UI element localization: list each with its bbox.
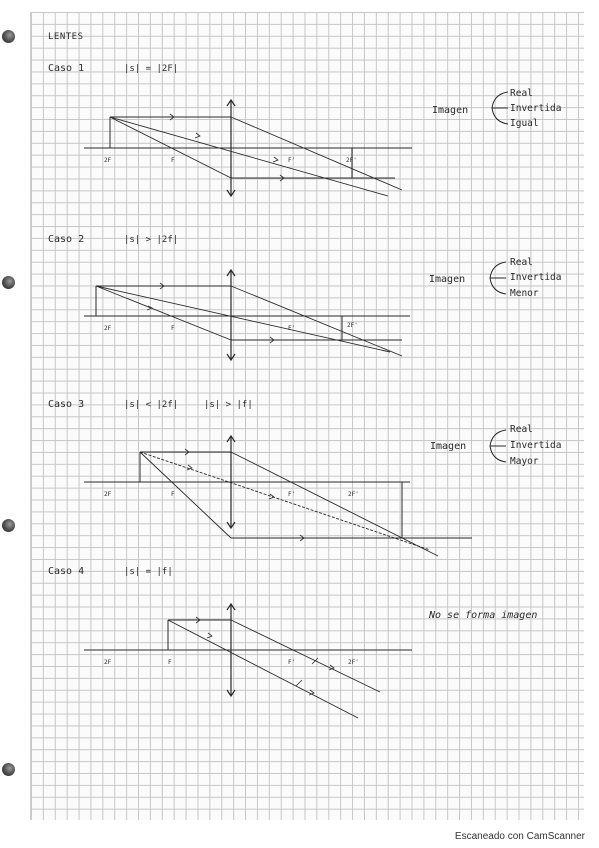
case-1-condition: |s| = |2F|	[124, 64, 179, 74]
case-1-prop-invertida: Invertida	[510, 103, 562, 114]
axis-label-f-prime: F'	[288, 659, 296, 666]
case-3-label: Caso 3	[48, 399, 85, 410]
case-3-prop-invertida: Invertida	[510, 440, 562, 451]
ray-arrow	[309, 690, 314, 695]
axis-label-f-prime: F'	[288, 325, 296, 332]
page-title: LENTES	[48, 32, 84, 42]
axis-label-f: F	[171, 157, 175, 164]
ray-arrow	[207, 633, 212, 638]
case-4-condition: |s| = |f|	[124, 567, 173, 577]
case-3-result-label: Imagen	[430, 441, 467, 452]
case-2-result-label: Imagen	[429, 274, 466, 285]
ray-center	[168, 620, 358, 718]
case-3-prop-mayor: Mayor	[510, 456, 539, 467]
case-1-label: Caso 1	[48, 63, 85, 74]
case-2-prop-real: Real	[510, 257, 533, 268]
axis-label-2f-prime: 2F'	[348, 659, 359, 666]
case-1-result-label: Imagen	[432, 105, 469, 116]
axis-label-2f: 2F	[104, 659, 112, 666]
case-2-prop-menor: Menor	[510, 288, 539, 299]
axis-label-2f-prime: 2F'	[346, 157, 357, 164]
case-3-condition-2: |s| > |f|	[204, 400, 253, 410]
case-4-label: Caso 4	[48, 566, 85, 577]
ray-refracted	[231, 620, 380, 692]
case-2-label: Caso 2	[48, 234, 85, 245]
axis-label-f-prime: F'	[288, 157, 296, 164]
axis-label-f: F	[171, 491, 175, 498]
case-3-prop-real: Real	[510, 424, 533, 435]
axis-label-2f: 2F	[104, 325, 112, 332]
axis-label-2f-prime: 2F'	[348, 491, 359, 498]
parallel-mark	[312, 658, 318, 664]
case-2-condition: |s| > |2f|	[124, 235, 179, 245]
case-4-result: No se forma imagen	[429, 610, 538, 621]
parallel-mark	[296, 680, 302, 686]
case-2-prop-invertida: Invertida	[510, 272, 562, 283]
axis-label-f: F	[171, 325, 175, 332]
axis-label-2f-prime: 2F'	[347, 322, 358, 329]
scanner-watermark: Escaneado con CamScanner	[454, 831, 585, 842]
case-3-condition: |s| < |2f|	[124, 400, 179, 410]
axis-label-f: F	[168, 659, 172, 666]
axis-label-2f: 2F	[104, 491, 112, 498]
axis-label-f-prime: F'	[288, 491, 296, 498]
axis-label-2f: 2F	[104, 157, 112, 164]
case-1-prop-igual: Igual	[510, 118, 539, 129]
case-1-prop-real: Real	[510, 88, 533, 99]
